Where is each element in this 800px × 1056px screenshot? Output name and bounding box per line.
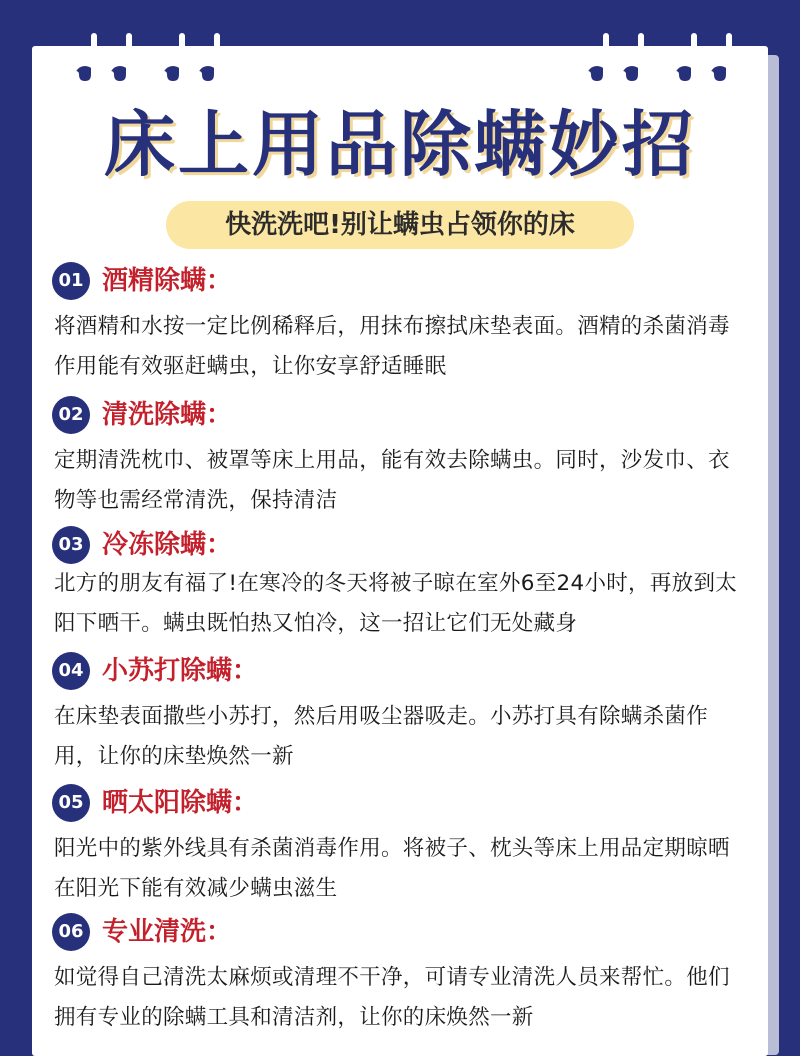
section-heading: 小苏打除螨： (102, 656, 259, 686)
section-body: 将酒精和水按一定比例稀释后，用抹布擦拭床垫表面。酒精的杀菌消毒作用能有效驱赶螨虫，让你安享舒适睡眠 (54, 314, 730, 379)
section-number: 02 (52, 396, 90, 434)
section-body: 阳光中的紫外线具有杀菌消毒作用。将被子、枕头等床上用品定期晾晒在阳光下能有效减少螨虫滋生 (54, 836, 730, 901)
binder-ring-icon (582, 28, 614, 90)
section-number: 03 (52, 526, 90, 564)
section-body: 北方的朋友有福了!在寒冷的冬天将被子晾在室外6至24小时，再放到太阳下晒干。螨虫既怕热又怕冷，这一招让它们无处藏身 (54, 571, 738, 636)
binder-ring-icon (617, 28, 649, 90)
section-number: 04 (52, 652, 90, 690)
section-heading: 清洗除螨： (102, 400, 233, 430)
section-heading: 冷冻除螨： (102, 530, 233, 560)
section-number: 06 (52, 913, 90, 951)
section-heading: 专业清洗： (102, 917, 233, 947)
section-body: 定期清洗枕巾、被罩等床上用品，能有效去除螨虫。同时，沙发巾、衣物等也需经常清洗，保持清洁 (54, 448, 730, 513)
binder-ring-icon (105, 28, 137, 90)
binder-ring-icon (70, 28, 102, 90)
subtitle-pill: 快洗洗吧!别让螨虫占领你的床 (166, 201, 634, 249)
section-number: 01 (52, 262, 90, 300)
page-title: 床上用品除螨妙招 (103, 103, 696, 186)
binder-ring-icon (193, 28, 225, 90)
section-number: 05 (52, 784, 90, 822)
binder-ring-icon (158, 28, 190, 90)
section-body: 如觉得自己清洗太麻烦或清理不干净，可请专业清洗人员来帮忙。他们拥有专业的除螨工具和清洁剂，让你的床焕然一新 (54, 965, 730, 1030)
section-heading: 酒精除螨： (102, 266, 233, 296)
binder-ring-icon (705, 28, 737, 90)
binder-ring-icon (670, 28, 702, 90)
section-heading: 晒太阳除螨： (102, 788, 259, 818)
section-body: 在床垫表面撒些小苏打，然后用吸尘器吸走。小苏打具有除螨杀菌作用，让你的床垫焕然一新 (54, 704, 709, 769)
